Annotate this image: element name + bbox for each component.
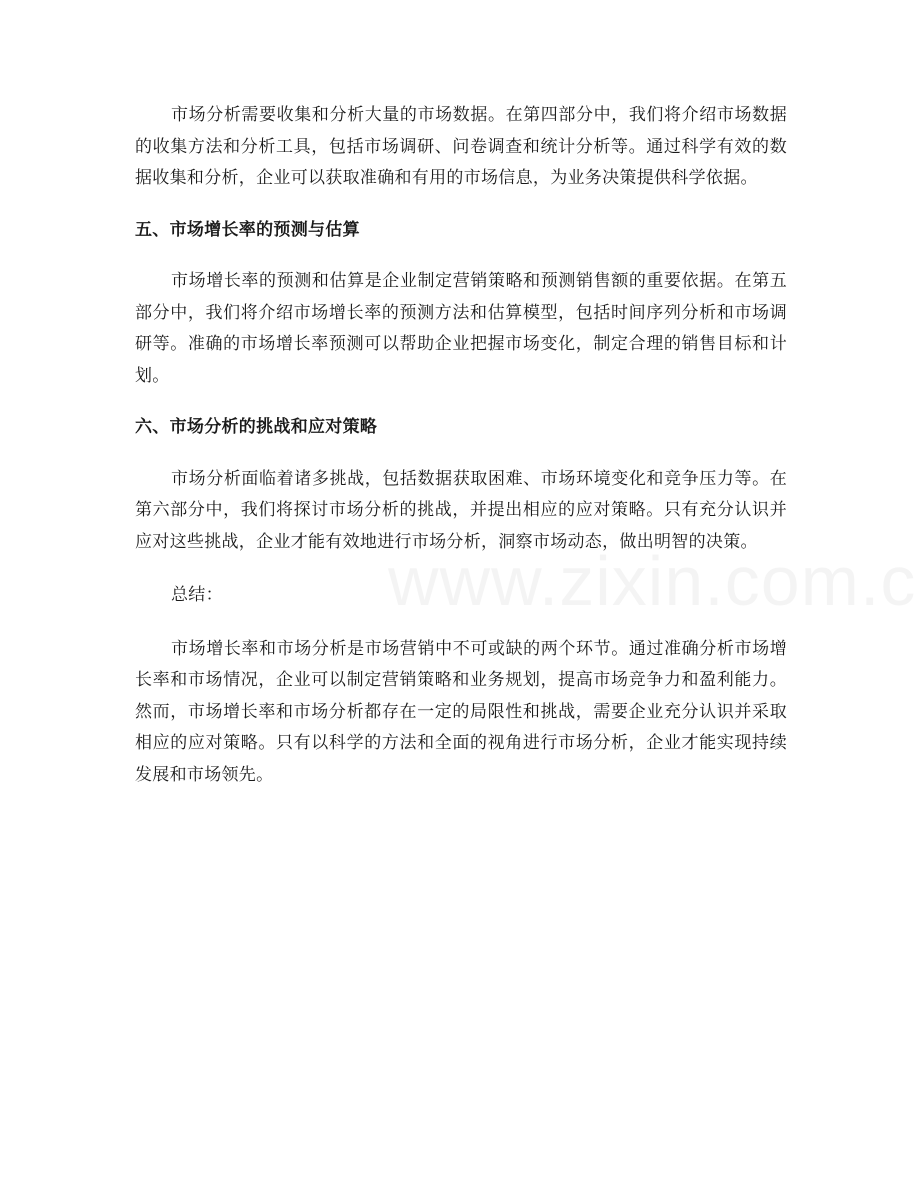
spacer <box>135 195 787 215</box>
section-heading-6: 六、市场分析的挑战和应对策略 <box>135 417 378 437</box>
paragraph-summary: 市场增长率和市场分析是市场营销中不可或缺的两个环节。通过准确分析市场增长率和市场情况，企业可以制定营销策略和业务规划，提高市场竞争力和盈利能力。然而，市场增长率和市场分析都存在一定的局限性和挑战，需要企业充分认识并采取相应的应对策略。只有以科学的方法和全面的视角进行市场分析，企业才能实现持续发展和市场领先。 <box>135 638 787 785</box>
paragraph-section-5: 市场增长率的预测和估算是企业制定营销策略和预测销售额的重要依据。在第五部分中，我们将介绍市场增长率的预测方法和估算模型，包括时间序列分析和市场调研等。准确的市场增长率预测可以帮助企业把握市场变化，制定合理的销售目标和计划。 <box>135 271 787 386</box>
paragraph-market-data: 市场分析需要收集和分析大量的市场数据。在第四部分中，我们将介绍市场数据的收集方法和分析工具，包括市场调研、问卷调查和统计分析等。通过科学有效的数据收集和分析，企业可以获取准确和有用的市场信息，为业务决策提供科学依据。 <box>135 105 787 188</box>
spacer <box>135 246 787 266</box>
paragraph-section-6: 市场分析面临着诸多挑战，包括数据获取困难、市场环境变化和竞争压力等。在第六部分中，我们将探讨市场分析的挑战，并提出相应的应对策略。只有充分认识并应对这些挑战，企业才能有效地进行市场分析，洞察市场动态，做出明智的决策。 <box>135 468 787 552</box>
spacer <box>135 392 787 412</box>
spacer <box>135 558 787 580</box>
document-content <box>135 100 787 791</box>
section-heading-5: 五、市场增长率的预测与估算 <box>135 219 360 240</box>
spacer <box>135 612 787 634</box>
spacer <box>135 444 787 464</box>
summary-label: 总结： <box>171 585 223 605</box>
